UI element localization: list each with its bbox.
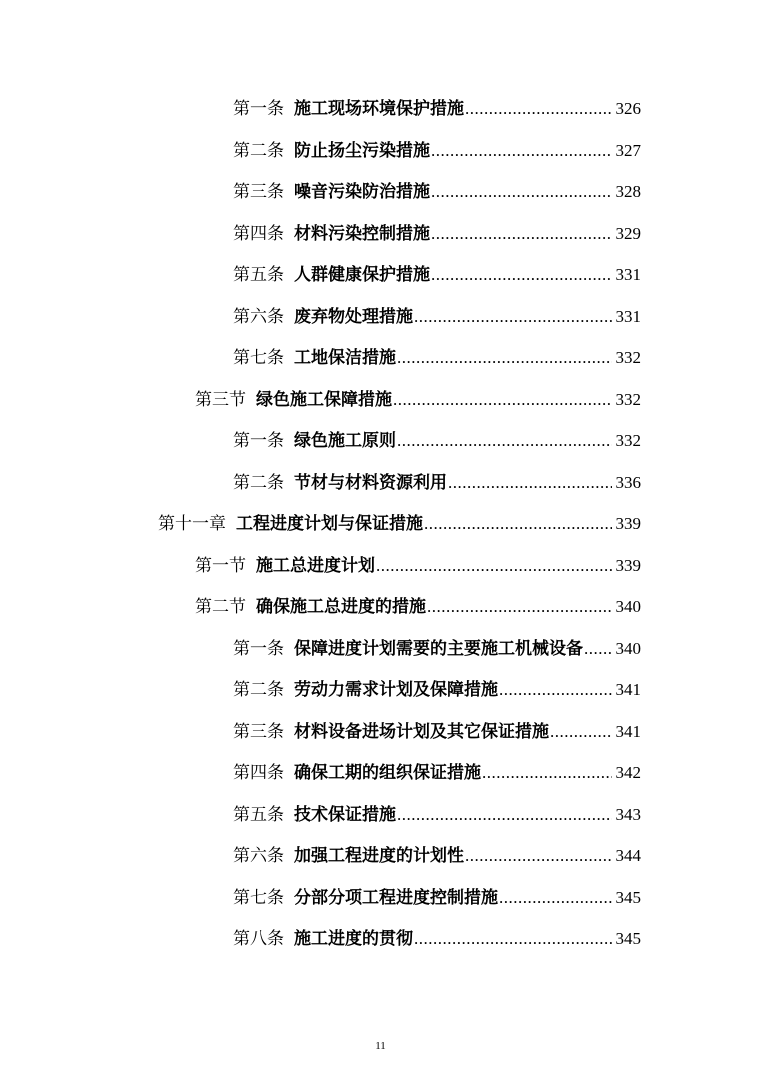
toc-entry-title: 确保施工总进度的措施 bbox=[256, 597, 426, 617]
toc-dot-leader bbox=[583, 636, 612, 662]
toc-entry-title: 工程进度计划与保证措施 bbox=[236, 514, 423, 534]
toc-entry[interactable] bbox=[0, 428, 761, 454]
toc-entry[interactable] bbox=[0, 179, 761, 205]
toc-entry-page: 342 bbox=[615, 763, 641, 782]
toc-entry-page: 343 bbox=[615, 805, 641, 824]
toc-entry-number: 第五条 bbox=[233, 805, 284, 825]
toc-entry-page: 345 bbox=[615, 888, 641, 907]
toc-dot-leader bbox=[413, 304, 612, 330]
toc-dot-leader bbox=[447, 470, 612, 496]
toc-entry-title: 材料污染控制措施 bbox=[294, 224, 430, 244]
toc-entry-page: 332 bbox=[615, 390, 641, 409]
toc-entry-title: 绿色施工原则 bbox=[294, 431, 396, 451]
toc-entry-number: 第二节 bbox=[195, 597, 246, 617]
toc-entry[interactable] bbox=[0, 677, 761, 703]
toc-entry-number: 第七条 bbox=[233, 888, 284, 908]
toc-entry-title: 绿色施工保障措施 bbox=[256, 390, 392, 410]
toc-entry-page: 328 bbox=[615, 182, 641, 201]
toc-entry-page: 341 bbox=[615, 722, 641, 741]
toc-entry-title: 噪音污染防治措施 bbox=[294, 182, 430, 202]
toc-entry[interactable] bbox=[0, 885, 761, 911]
toc-entry-number: 第一条 bbox=[233, 639, 284, 659]
toc-entry-number: 第六条 bbox=[233, 846, 284, 866]
toc-dot-leader bbox=[396, 428, 612, 454]
toc-entry-title: 废弃物处理措施 bbox=[294, 307, 413, 327]
toc-entry[interactable] bbox=[0, 636, 761, 662]
toc-entry[interactable] bbox=[0, 553, 761, 579]
toc-dot-leader bbox=[464, 843, 612, 869]
toc-dot-leader bbox=[430, 262, 612, 288]
toc-entry-title: 施工总进度计划 bbox=[256, 556, 375, 576]
toc-entry-title: 分部分项工程进度控制措施 bbox=[294, 888, 498, 908]
toc-entry-title: 加强工程进度的计划性 bbox=[294, 846, 464, 866]
toc-entry-title: 工地保洁措施 bbox=[294, 348, 396, 368]
toc-entry-number: 第一节 bbox=[195, 556, 246, 576]
toc-entry[interactable] bbox=[0, 470, 761, 496]
toc-entry-page: 345 bbox=[615, 929, 641, 948]
toc-dot-leader bbox=[396, 802, 612, 828]
toc-entry[interactable] bbox=[0, 138, 761, 164]
toc-entry-page: 331 bbox=[615, 307, 641, 326]
toc-entry-number: 第三节 bbox=[195, 390, 246, 410]
toc-entry-page: 340 bbox=[615, 639, 641, 658]
toc-entry-number: 第一条 bbox=[233, 431, 284, 451]
toc-dot-leader bbox=[430, 138, 612, 164]
toc-entry[interactable] bbox=[0, 221, 761, 247]
toc-dot-leader bbox=[498, 677, 612, 703]
toc-entry[interactable] bbox=[0, 511, 761, 537]
toc-entry-number: 第六条 bbox=[233, 307, 284, 327]
toc-entry-number: 第十一章 bbox=[158, 514, 226, 534]
toc-dot-leader bbox=[413, 926, 612, 952]
toc-entry[interactable] bbox=[0, 719, 761, 745]
toc-entry-page: 332 bbox=[615, 431, 641, 450]
toc-entry-page: 331 bbox=[615, 265, 641, 284]
toc-dot-leader bbox=[423, 511, 612, 537]
toc-dot-leader bbox=[464, 96, 612, 122]
toc-entry[interactable] bbox=[0, 760, 761, 786]
toc-entry-page: 327 bbox=[615, 141, 641, 160]
toc-entry-number: 第八条 bbox=[233, 929, 284, 949]
toc-dot-leader bbox=[375, 553, 612, 579]
toc-dot-leader bbox=[481, 760, 612, 786]
toc-entry-number: 第二条 bbox=[233, 473, 284, 493]
toc-entry-page: 344 bbox=[615, 846, 641, 865]
toc-entry[interactable] bbox=[0, 304, 761, 330]
toc-entry-number: 第三条 bbox=[233, 182, 284, 202]
toc-entry-page: 339 bbox=[615, 514, 641, 533]
toc-entry-title: 节材与材料资源利用 bbox=[294, 473, 447, 493]
toc-entry-page: 329 bbox=[615, 224, 641, 243]
toc-entry-page: 326 bbox=[615, 99, 641, 118]
toc-entry-number: 第四条 bbox=[233, 763, 284, 783]
toc-entry-page: 341 bbox=[615, 680, 641, 699]
toc-entry[interactable] bbox=[0, 345, 761, 371]
toc-entry-title: 施工进度的贯彻 bbox=[294, 929, 413, 949]
toc-entry-number: 第二条 bbox=[233, 680, 284, 700]
toc-entry[interactable] bbox=[0, 96, 761, 122]
toc-dot-leader bbox=[392, 387, 612, 413]
toc-entry-title: 劳动力需求计划及保障措施 bbox=[294, 680, 498, 700]
toc-entry-title: 施工现场环境保护措施 bbox=[294, 99, 464, 119]
toc-entry-title: 确保工期的组织保证措施 bbox=[294, 763, 481, 783]
toc-entry-number: 第二条 bbox=[233, 141, 284, 161]
toc-dot-leader bbox=[430, 179, 612, 205]
toc-entry-number: 第三条 bbox=[233, 722, 284, 742]
toc-entry-number: 第四条 bbox=[233, 224, 284, 244]
toc-dot-leader bbox=[430, 221, 612, 247]
toc-entry[interactable] bbox=[0, 262, 761, 288]
toc-entry-number: 第五条 bbox=[233, 265, 284, 285]
toc-entry[interactable] bbox=[0, 802, 761, 828]
toc-dot-leader bbox=[396, 345, 612, 371]
toc-entry[interactable] bbox=[0, 926, 761, 952]
toc-entry-number: 第一条 bbox=[233, 99, 284, 119]
toc-entry-title: 技术保证措施 bbox=[294, 805, 396, 825]
page-number: 11 bbox=[375, 1040, 386, 1052]
toc-entry-title: 防止扬尘污染措施 bbox=[294, 141, 430, 161]
toc-dot-leader bbox=[426, 594, 612, 620]
toc-entry-page: 332 bbox=[615, 348, 641, 367]
toc-entry[interactable] bbox=[0, 594, 761, 620]
toc-entry-title: 材料设备进场计划及其它保证措施 bbox=[294, 722, 549, 742]
toc-dot-leader bbox=[498, 885, 612, 911]
toc-entry-page: 339 bbox=[615, 556, 641, 575]
toc-dot-leader bbox=[549, 719, 612, 745]
toc-entry-page: 336 bbox=[615, 473, 641, 492]
toc-entry-title: 人群健康保护措施 bbox=[294, 265, 430, 285]
toc-entry[interactable] bbox=[0, 387, 761, 413]
toc-entry-number: 第七条 bbox=[233, 348, 284, 368]
toc-entry-title: 保障进度计划需要的主要施工机械设备 bbox=[294, 639, 583, 659]
toc-entry[interactable] bbox=[0, 843, 761, 869]
toc-entry-page: 340 bbox=[615, 597, 641, 616]
